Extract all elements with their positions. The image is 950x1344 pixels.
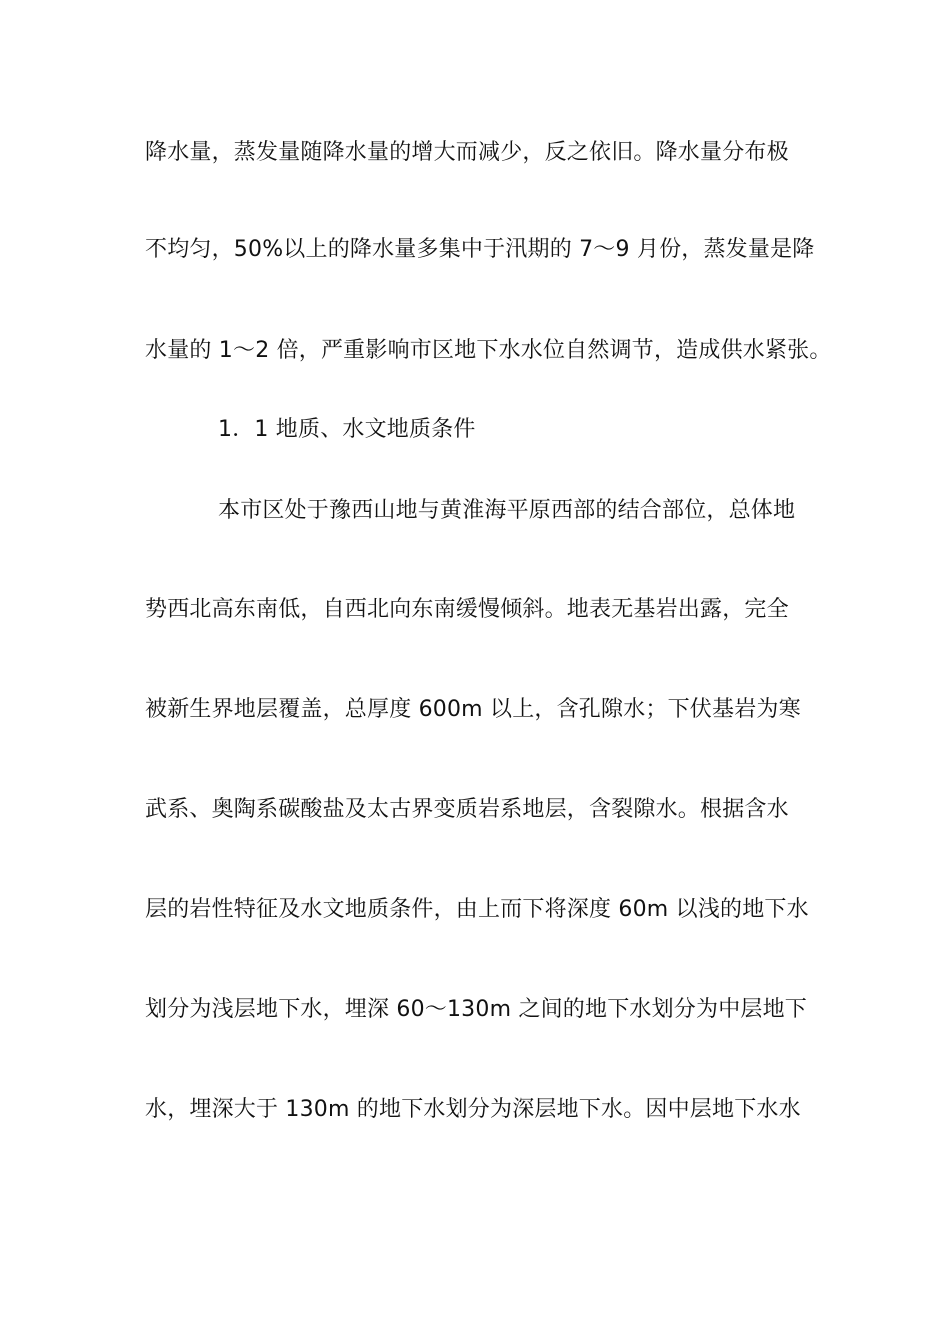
paragraph-line: 被新生界地层覆盖，总厚度 600m 以上，含孔隙水；下伏基岩为寒 [145, 697, 801, 722]
paragraph-line: 水量的 1～2 倍，严重影响市区地下水水位自然调节，造成供水紧张。 [145, 338, 832, 363]
paragraph-line: 不均匀，50%以上的降水量多集中于汛期的 7～9 月份，蒸发量是降 [145, 237, 815, 262]
paragraph-line: 本市区处于豫西山地与黄淮海平原西部的结合部位，总体地 [218, 498, 796, 523]
paragraph-line: 势西北高东南低，自西北向东南缓慢倾斜。地表无基岩出露，完全 [145, 597, 789, 622]
paragraph-line: 降水量，蒸发量随降水量的增大而减少，反之依旧。降水量分布极 [145, 140, 789, 165]
section-heading: 1．1 地质、水文地质条件 [218, 417, 476, 442]
paragraph-line: 武系、奥陶系碳酸盐及太古界变质岩系地层，含裂隙水。根据含水 [145, 797, 789, 822]
paragraph-line: 水，埋深大于 130m 的地下水划分为深层地下水。因中层地下水水 [145, 1097, 801, 1122]
paragraph-line: 划分为浅层地下水，埋深 60～130m 之间的地下水划分为中层地下 [145, 997, 808, 1022]
paragraph-line: 层的岩性特征及水文地质条件，由上而下将深度 60m 以浅的地下水 [145, 897, 809, 922]
